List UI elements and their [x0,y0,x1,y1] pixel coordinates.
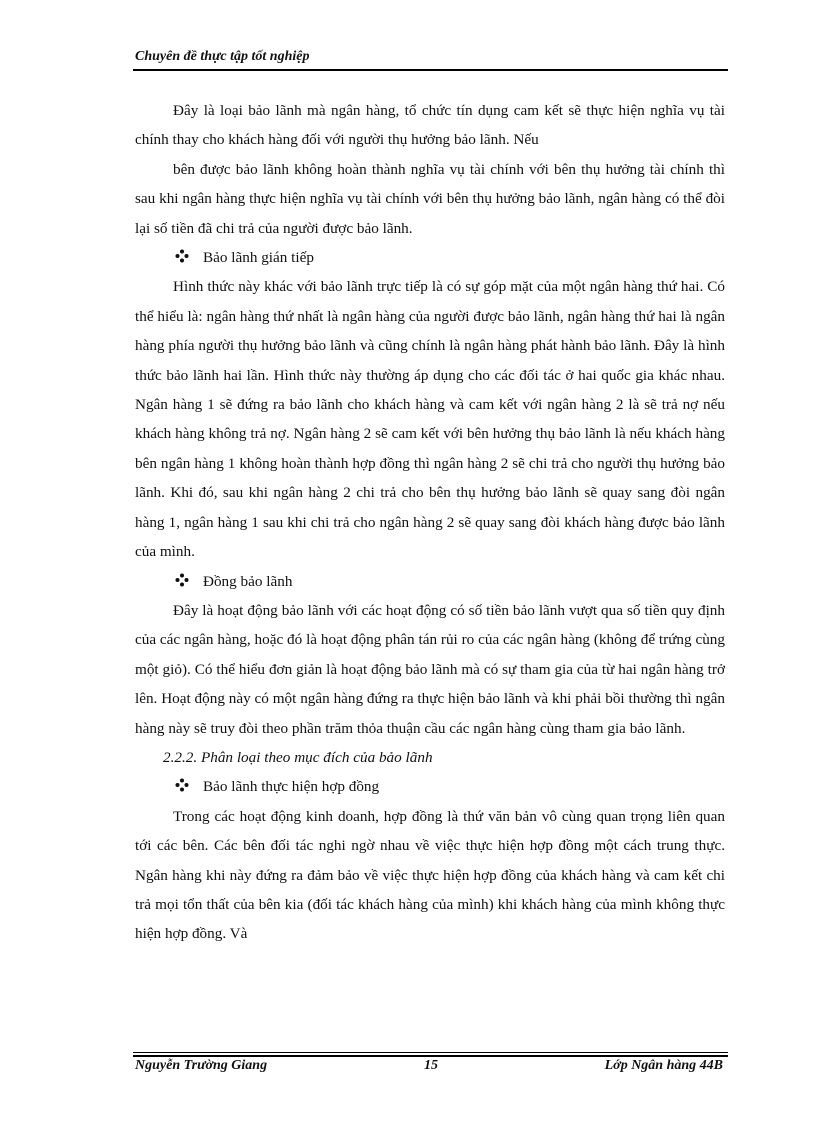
bullet-label: Bảo lãnh gián tiếp [203,249,314,267]
footer-rule-thick [133,1055,728,1057]
paragraph-5: Trong các hoạt động kinh doanh, hợp đồng là thứ văn bản vô cùng quan trọng liên quan tới các bên. Các bên đối tác nghi ngờ nhau về việc thực hiện hợp đồng một cách trung thực. Ngân hàng khi này đứng ra đảm bảo về việc thực hiện hợp đồng của khách hàng và cam kết chi trả mọi tổn thất của bên kia (đối tác khách hàng của mình) khi khách hàng của mình không thực hiện hợp đồng. Và [135,807,725,943]
diamond-bullet-icon [175,772,195,801]
bullet-label: Đồng bảo lãnh [203,572,293,590]
bullet-contract-performance [135,772,725,801]
header-title: Chuyên đề thực tập tốt nghiệp [135,49,310,64]
paragraph-4: Đây là hoạt động bảo lãnh với các hoạt động có số tiền bảo lãnh vượt qua số tiền quy định của các ngân hàng, hoặc đó là hoạt động phân tán rủi ro của các ngân hàng (không để trứng cùng một giỏ). Có thể hiểu đơn giản là hoạt động bảo lãnh mà có sự tham gia của từ hai ngân hàng trở lên. Hoạt động này có một ngân hàng đứng ra thực hiện bảo lãnh và khi phải bồi thường thì ngân hàng này sẽ truy đòi theo phần trăm thỏa thuận cầu các ngân hàng cùng tham gia bảo lãnh. [135,601,725,737]
paragraph-3: Hình thức này khác với bảo lãnh trực tiếp là có sự góp mặt của một ngân hàng thứ hai. Có thể hiểu là: ngân hàng thứ nhất là ngân hàng của người được bảo lãnh, ngân hàng thứ hai là ngân hàng phía người thụ hưởng bảo lãnh và cũng chính là ngân hàng phát hành bảo lãnh. Đây là hình thức bảo lãnh hai lần. Hình thức này thường áp dụng cho các đối tác ở hai quốc gia khác nhau. Ngân hàng 1 sẽ đứng ra bảo lãnh cho khách hàng và cam kết với ngân hàng 2 là sẽ trả nợ nếu khách hàng không trả nợ. Ngân hàng 2 sẽ cam kết với bên hưởng thụ bảo lãnh là nếu khách hàng bên ngân hàng 1 không hoàn thành hợp đồng thì ngân hàng 2 sẽ chi trả cho người thụ hưởng bảo lãnh. Khi đó, sau khi ngân hàng 2 chi trả cho bên thụ hưởng bảo lãnh sẽ quay sang đòi ngân hàng 1, ngân hàng 1 sau khi chi trả cho ngân hàng 2 sẽ quay sang đòi khách hàng được bảo lãnh của mình. [135,278,725,561]
paragraph-1: Đây là loại bảo lãnh mà ngân hàng, tổ chức tín dụng cam kết sẽ thực hiện nghĩa vụ tài chính thay cho khách hàng đối với người thụ hưởng bảo lãnh. Nếu [135,102,725,149]
bullet-label: Bảo lãnh thực hiện hợp đồng [203,778,380,796]
diamond-bullet-icon [175,243,195,272]
bullet-indirect-guarantee [135,243,725,272]
footer-author: Nguyễn Trường Giang [135,1058,268,1073]
document-body [135,96,725,949]
diamond-bullet-icon [175,567,195,596]
footer-class: Lớp Ngân hàng 44B [604,1058,723,1073]
paragraph-2: bên được bảo lãnh không hoàn thành nghĩa vụ tài chính với bên thụ hưởng tài chính thì sau khi ngân hàng thực hiện nghĩa vụ tài chính với bên thụ hưởng bảo lãnh, ngân hàng có thể đòi lại số tiền đã chi trả của người được bảo lãnh. [135,160,725,237]
section-subheading: 2.2.2. Phân loại theo mục đích của bảo lãnh [163,748,433,766]
bullet-co-guarantee [135,567,725,596]
page-number: 15 [424,1058,438,1073]
footer-rule [133,1052,728,1053]
header-rule [133,69,728,71]
